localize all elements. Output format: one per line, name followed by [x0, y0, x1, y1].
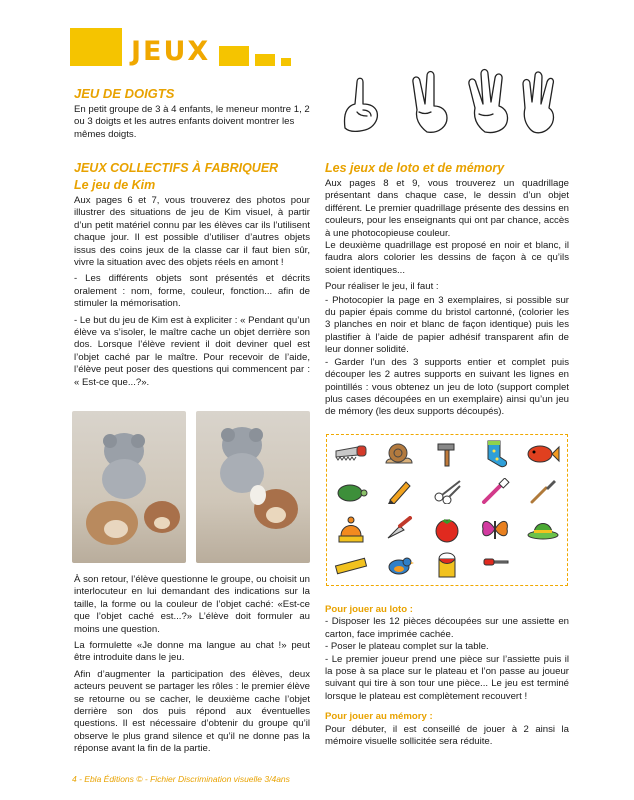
turtle-icon — [327, 473, 375, 511]
kim-paragraph-5: La formulette «Je donne ma langue au chat !» peut être introduite dans le jeu. — [74, 640, 310, 664]
fish-icon — [519, 435, 567, 473]
loto-memory-text — [325, 178, 569, 423]
jeu-de-doigts-text: En petit groupe de 3 à 4 enfants, le meneur montre 1, 2 ou 3 doigts et les autres enfants doivent montrer les mêmes doigts. — [74, 104, 310, 140]
hands-icon — [335, 68, 565, 138]
kim-paragraph-2: - Les différents objets sont présentés et décrits oralement : nom, forme, couleur, fonction... afin de stimuler la mémorisation. — [74, 273, 310, 310]
kim-paragraph-3: - Le but du jeu de Kim est à expliciter : « Pendant qu’un élève va s’isoler, le maître cache un objet derrière son dos. Lorsque l’élève revient il doit deviner quel est l’objet caché par le maître. Pour recevoir de l’aide, l’élève peut poser des questions qui commencent par : « Est-ce que...?». — [74, 314, 310, 388]
toothbrush-icon — [471, 473, 519, 511]
screwdriver-icon — [471, 548, 519, 586]
paint-pot-icon — [423, 548, 471, 586]
grid-empty-cell — [519, 548, 567, 586]
kim-paragraph-6: Afin d’augmenter la participation des élèves, deux acteurs peuvent se partager les rôles : le premier élève se retourne ou se cacher, le deuxième cache l’objet derrière son dos puis répond aux éventuelles questions. Il est nécessaire d’obtenir du groupe qu’il observe le plus grand silence et qu’il ne donne pas la réponse avant la fin de la partie. — [74, 668, 310, 755]
loto-paragraph-3: Pour réaliser le jeu, il faut : — [325, 281, 439, 293]
jeux-collectifs-heading: JEUX COLLECTIFS À FABRIQUER — [74, 161, 279, 175]
kim-paragraph-1: Aux pages 6 et 7, vous trouverez des photos pour illustrer des situations de jeu de Kim visuel, à partir d’un petit matériel connu par les élèves car ils l’utilisent chaque jour. Il est possible d’utiliser d’autres objets issus des coins jeux de la classe car il faut bien sûr, vivre la situation avec des objets réels en amont ! — [74, 195, 310, 269]
loto-rules-block — [325, 604, 569, 748]
hammer-icon — [423, 435, 471, 473]
loto-paragraph-2: Le deuxième quadrillage est proposé en noir et blanc, il faudra alors colorier les dessins de façon à ce qu’ils soient identiques... — [325, 240, 569, 276]
butterfly-icon — [471, 510, 519, 548]
memory-rule-1: Pour débuter, il est conseillé de jouer à 2 ainsi la mémoire visuelle sollicitée sera réduite. — [325, 723, 569, 748]
header-block-medium — [219, 46, 249, 66]
header-block-tiny — [281, 58, 291, 66]
knife-icon — [375, 510, 423, 548]
header-block-large — [70, 28, 122, 66]
green-hat-icon — [519, 510, 567, 548]
jeu-de-doigts-heading: JEU DE DOIGTS — [74, 86, 175, 101]
sock-icon — [471, 435, 519, 473]
loto-picture-grid — [326, 434, 568, 586]
ruler-icon — [327, 548, 375, 586]
loto-rule-3: - Le premier joueur prend une pièce sur l’assiette puis il la pose à sa place sur le plateau et l’on passe au joueur suivant qui tire à son tour une pièce... Le jeu est terminé lorsque le plateau est complètement recouvert ! — [325, 653, 569, 702]
bird-icon — [375, 548, 423, 586]
saw-icon — [327, 435, 375, 473]
loto-memory-heading: Les jeux de loto et de mémory — [325, 161, 505, 175]
loto-rule-2: - Poser le plateau complet sur la table. — [325, 641, 489, 653]
memory-rules-heading: Pour jouer au mémory : — [325, 711, 433, 723]
hat-icon — [327, 510, 375, 548]
pencil-icon — [375, 473, 423, 511]
tomato-icon — [423, 510, 471, 548]
kim-photo-after — [196, 411, 310, 563]
kim-text-continued — [74, 574, 310, 760]
scissors-icon — [423, 473, 471, 511]
page-title: JEUX — [131, 36, 211, 67]
kim-text-block — [74, 195, 310, 393]
loto-paragraph-4: - Photocopier la page en 3 exemplaires, si possible sur du papier épais comme du bristol cartonné, (colorier les 3 planches en noir et blanc de façon identique) puis les plastifier à l’aide de papier adhésif transparent afin de leur donner solidité. — [325, 294, 569, 356]
jeu-de-kim-heading: Le jeu de Kim — [74, 178, 156, 192]
snail-icon — [375, 435, 423, 473]
loto-paragraph-5: - Garder l’un des 3 supports entier et complet puis découper les 2 autres supports en suivant les lignes en pointillés : vous obtenez un jeu de loto (support complet plus cases découpées en un exemplaire) ainsi qu’un jeu de mémory (les deux supports découpés). — [325, 356, 569, 418]
loto-rule-1: - Disposer les 12 pièces découpées sur une assiette en carton, face imprimée cachée. — [325, 616, 569, 640]
kim-paragraph-4: À son retour, l’élève questionne le groupe, ou choisit un interlocuteur en lui demandant des indications sur la taille, la forme ou la couleur de l’objet caché: «Est-ce que l’objet caché est...?» L’élève doit formuler au moins une question. — [74, 574, 310, 635]
kim-photo-before — [72, 411, 186, 563]
loto-rules-heading: Pour jouer au loto : — [325, 604, 413, 615]
paintbrush-icon — [519, 473, 567, 511]
loto-paragraph-1: Aux pages 8 et 9, vous trouverez un quadrillage présentant dans chaque case, le dessin d’un objet différent. Le premier quadrillage présente des dessins en couleurs, pour les enseignants qui ont par chance, accès à une photocopieuse couleur. — [325, 178, 569, 239]
header-block-small — [255, 54, 275, 66]
page-footer: 4 - Ebla Éditions © - Fichier Discrimination visuelle 3/4ans — [72, 774, 290, 784]
